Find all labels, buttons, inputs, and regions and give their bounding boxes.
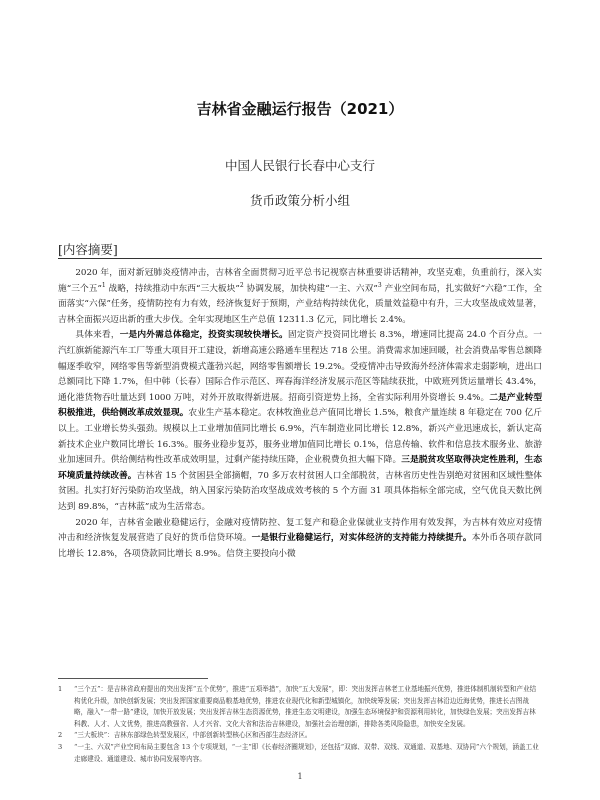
footnote-number: 3 [58, 742, 63, 751]
heading-divider [58, 258, 542, 259]
summary-heading: [内容摘要] [58, 242, 118, 257]
text-run: 协调发展，加快构建“一主、六双” [243, 283, 378, 294]
paragraph-details [58, 328, 542, 515]
text-run: 本外币各项存款同比增长 12.8%，各项贷款同比增长 8.9%。信贷主要投向小微 [58, 533, 543, 559]
footnote-ref-3[interactable]: 3 [377, 281, 382, 289]
footnote-number: 2 [58, 731, 63, 740]
author-organization: 中国人民银行长春中心支行 [224, 158, 375, 173]
text-run: 战略，持续推动中东西“三大板块” [105, 283, 240, 294]
footnote-2 [58, 730, 542, 742]
text-run: 固定资产投资同比增长 8.3%，增速同比提高 24.0 个百分点。一汽红旗新能源汽车工厂等重大项目开工建设，新增高速公路通车里程达 718 公里。消费需求加速回暖，社会消费品零售总额降幅逐季收窄，网络零售等新型消费模式蓬勃兴起，网络零售额增长 19.2%。受疫情冲击导致海外经济体需求走弱影响，进出口总额同比下降 1.7%，但中韩（长春）国际合作示范区、珲春海洋经济发展示范区等陆续获批，中欧班列货运量增长 43.4%，通化港货物吞吐量达到 1000 万吨，对外开放取得新进展。招商引资逆势上扬，全省实际利用外资增长 9.4%。 [58, 330, 542, 403]
footnote-ref-1[interactable]: 1 [101, 281, 106, 289]
key-point-2: 二是产业转型积极推进，供给侧改革成效显现。 [58, 392, 543, 419]
footnote-number: 1 [58, 685, 63, 693]
page-number: 1 [297, 772, 303, 781]
footnote-3 [58, 742, 542, 765]
footnote-text: “三个五”：是吉林省政府提出的突出发挥“五个优势”，推进“五项举措”，加快“五大发展”，即：突出发挥吉林老工业基地振兴优势，推进体制机制转型和产业结构优化升级，加快创新发展；突出发挥国家重要商品粮基地优势，推进农业现代化和新型城镇化，加快统筹发展；突出发挥吉林沿边近海优势，推进长吉图战略，融入“一带一路”建设，加快开放发展；突出发挥吉林生态资源优势，推进生态文明建设，加强生态环境保护和资源利用转化，加快绿色发展；突出发挥吉林科教、人才、人文优势，推进高教强省、人才兴省、文化大省和法治吉林建设，加强社会治理创新，排除各类风险隐患，加快安全发展。 [74, 685, 537, 728]
footnote-text: “三大板块”：吉林东部绿色转型发展区，中部创新转型核心区和西部生态经济区。 [74, 731, 312, 740]
paragraph-finance [58, 516, 542, 563]
key-point-banking: 一是银行业稳健运行，对实体经济的支持能力持续提升。 [251, 533, 472, 544]
text-run: 具体来看， [75, 330, 120, 341]
footnotes [58, 684, 542, 765]
footnote-1 [58, 684, 542, 730]
author-group: 货币政策分析小组 [249, 193, 350, 208]
footnote-ref-2[interactable]: 2 [239, 281, 244, 289]
footnote-text: “一主、六双”产业空间布局主要包含 13 个专项规划，“一主”即《长春经济圈规划》，还包括“双廊、双带、双线、双通道、双基地、双协同”六个规划，涵盖工业走廊建设、通道建设、城市协同发展等内容。 [74, 742, 539, 763]
text-run: 农业生产基本稳定。农林牧渔业总产值同比增长 1.5%，粮食产量连续 8 年稳定在 700 亿斤以上。工业增长势头强劲。规模以上工业增加值同比增长 6.9%，汽车制造业同比增长 12.8%，新兴产业迅速成长，新认定高新技术企业户数同比增长 16.3%。服务业稳步复苏，服务业增加值同比增长 0.1%，信息传输、软件和信息技术服务业、旅游业加速回升。供给侧结构性改革成效明显，过剩产能持续压降，企业税费负担大幅下降。 [58, 408, 542, 466]
footnote-divider [58, 678, 208, 679]
page-title: 吉林省金融运行报告（2021） [196, 100, 404, 118]
text-run: 产业空间布局，扎实做好“六稳”工作，全面落实“六保”任务，疫情防控有力有效，经济恢复好于预期，产业结构持续优化，质量效益稳中有升，三大攻坚战成效显著，吉林全面振兴迈出新的重大步伐。全年实现地区生产总值 12311.3 亿元，同比增长 2.4%。 [58, 283, 542, 325]
key-point-1: 一是内外需总体稳定，投资实现较快增长。 [119, 330, 289, 341]
text-run: 吉林省 15 个贫困县全部摘帽，70 多万农村贫困人口全部脱贫，吉林省历史性告别绝对贫困和区域性整体贫困。扎实打好污染防治攻坚战，纳入国家污染防治攻坚战成效考核的 5 个方面 31 项具体指标全部完成，空气优良天数比例达到 89.8%，“吉林蓝”成为生活常态。 [58, 470, 542, 512]
paragraph-overview [58, 266, 542, 328]
key-point-3: 三是脱贫攻坚取得决定性胜利，生态环境质量持续改善。 [58, 455, 543, 481]
text-run: 2020 年，面对新冠肺炎疫情冲击，吉林省全面贯彻习近平总书记视察吉林重要讲话精神，攻坚克难，负重前行，深入实施“三个五” [58, 268, 542, 294]
text-run: 2020 年，吉林省金融业稳健运行，金融对疫情防控、复工复产和稳企业保就业支持作用有效发挥，为吉林有效应对疫情冲击和经济恢复发展营造了良好的货币信贷环境。 [58, 517, 542, 544]
summary-body [58, 266, 542, 562]
